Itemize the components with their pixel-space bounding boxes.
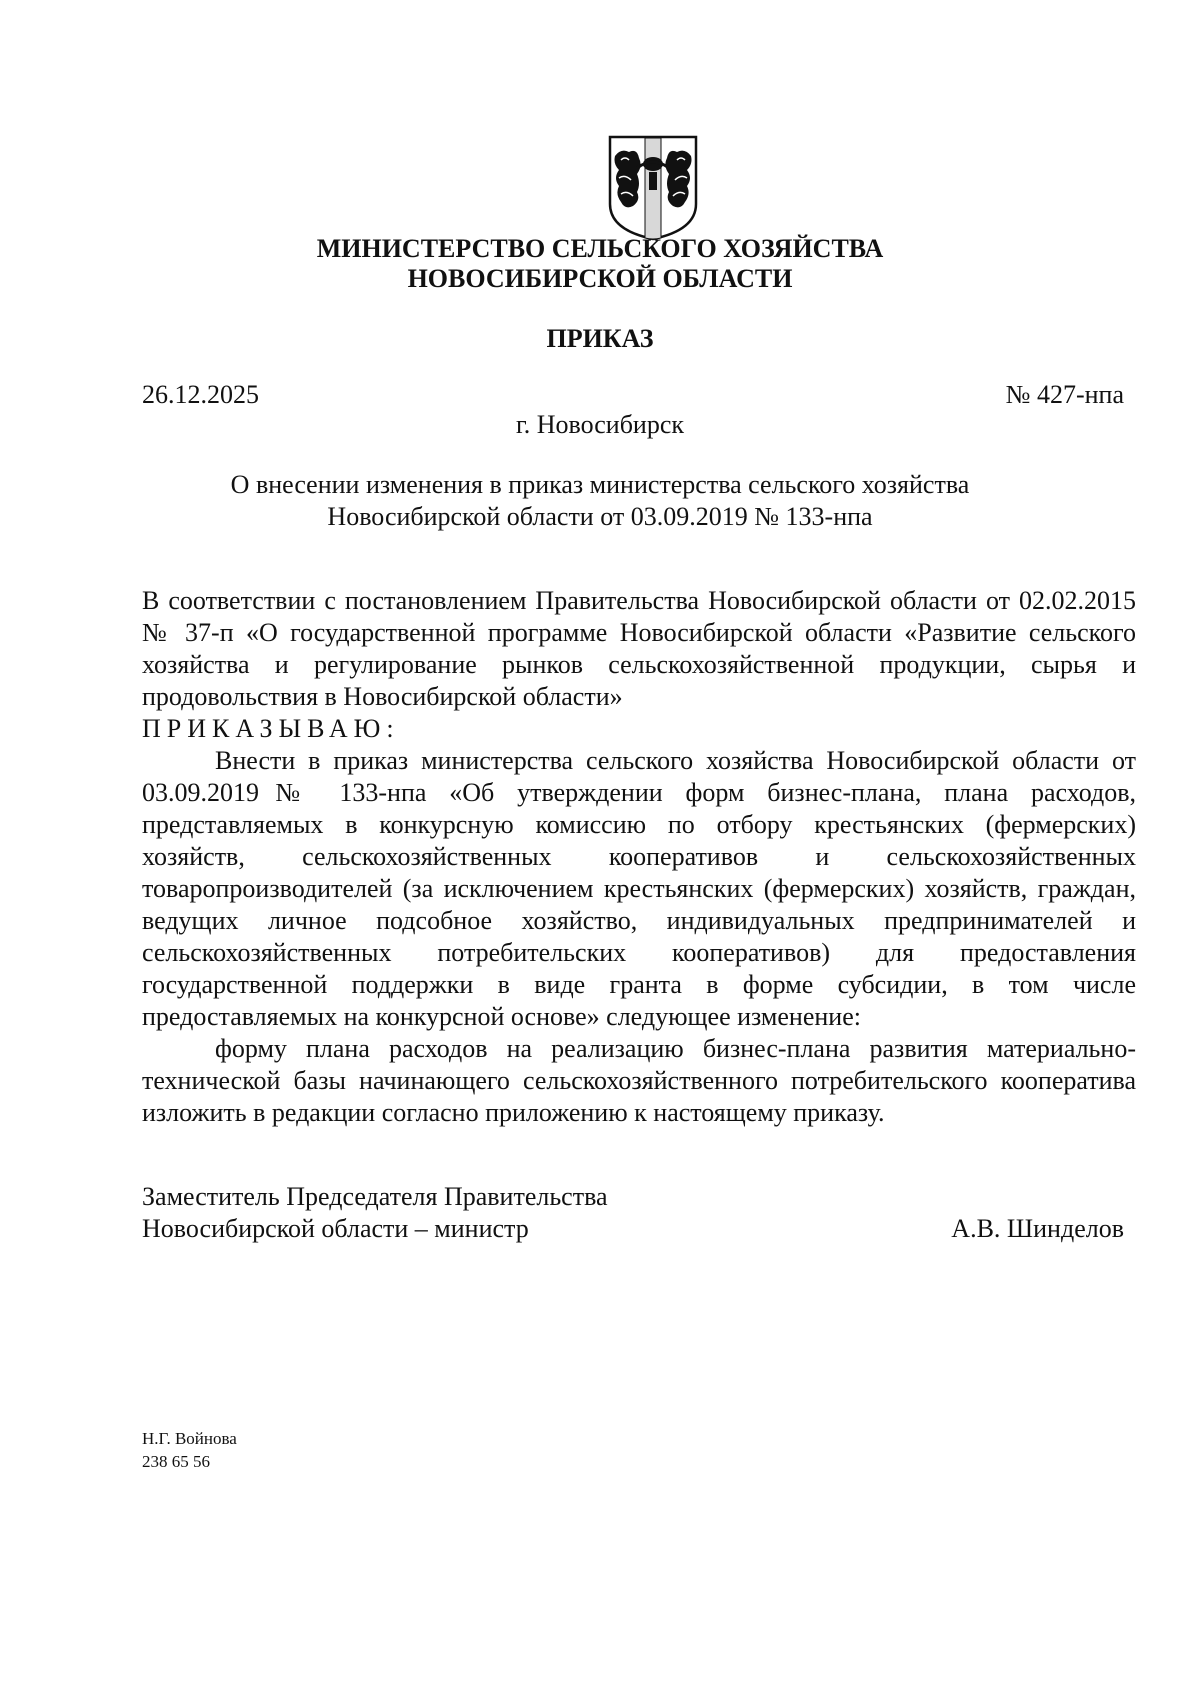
executor-phone: 238 65 56: [142, 1452, 210, 1471]
document-body: [142, 585, 1136, 1129]
signatory-name: А.В. Шинделов: [951, 1214, 1124, 1243]
preamble-paragraph: В соответствии с постановлением Правительства Новосибирской области от 02.02.2015 № 37-п «О государственной программе Новосибирской области «Развитие сельского хозяйства и регулирование рынков сельскохозяйственной продукции, сырья и продовольствия в Новосибирской области»: [142, 586, 1136, 711]
novosibirsk-coat-of-arms-icon: [607, 134, 699, 242]
signatory-position: [142, 1181, 608, 1245]
ministry-name-line1: МИНИСТЕРСТВО СЕЛЬСКОГО ХОЗЯЙСТВА: [316, 234, 884, 263]
order-word: ПРИКАЗЫВАЮ:: [142, 714, 400, 743]
order-paragraph-1: Внести в приказ министерства сельского хозяйства Новосибирской области от 03.09.2019№ 133-нпа «Об утверждении форм бизнес-плана, плана расходов, представляемых в конкурсную комиссию по отбору крестьянских (фермерских) хозяйств, сельскохозяйственных кооперативов и сельскохозяйственных товаропроизводителей (за исключением крестьянских (фермерских) хозяйств, граждан, ведущих личное подсобное хозяйство, индивидуальных предпринимателей и сельскохозяйственных потребительских кооперативов) для предоставления государственной поддержки в виде гранта в форме субсидии, в том числе предоставляемых на конкурсной основе» следующее изменение:: [142, 746, 1136, 1031]
document-city: г. Новосибирск: [515, 410, 685, 439]
order-paragraph-2: форму плана расходов на реализацию бизнес-плана развития материально-технической базы начинающего сельскохозяйственного потребительского кооператива изложить в редакции согласно приложению к настоящему приказу.: [142, 1034, 1136, 1127]
document-number: № 427-нпа: [1005, 380, 1124, 409]
document-date: 26.12.2025: [142, 380, 259, 409]
signatory-position-line1: Заместитель Председателя Правительства: [142, 1182, 608, 1211]
signatory-position-line2: Новосибирской области – министр: [142, 1214, 529, 1243]
document-type: ПРИКАЗ: [546, 324, 654, 353]
subject-line1: О внесении изменения в приказ министерства сельского хозяйства: [230, 470, 970, 499]
subject-line2: Новосибирской области от 03.09.2019 № 133-нпа: [327, 502, 873, 531]
executor-block: [142, 1427, 237, 1473]
executor-name: Н.Г. Войнова: [142, 1429, 237, 1448]
ministry-name-line2: НОВОСИБИРСКОЙ ОБЛАСТИ: [407, 264, 793, 293]
